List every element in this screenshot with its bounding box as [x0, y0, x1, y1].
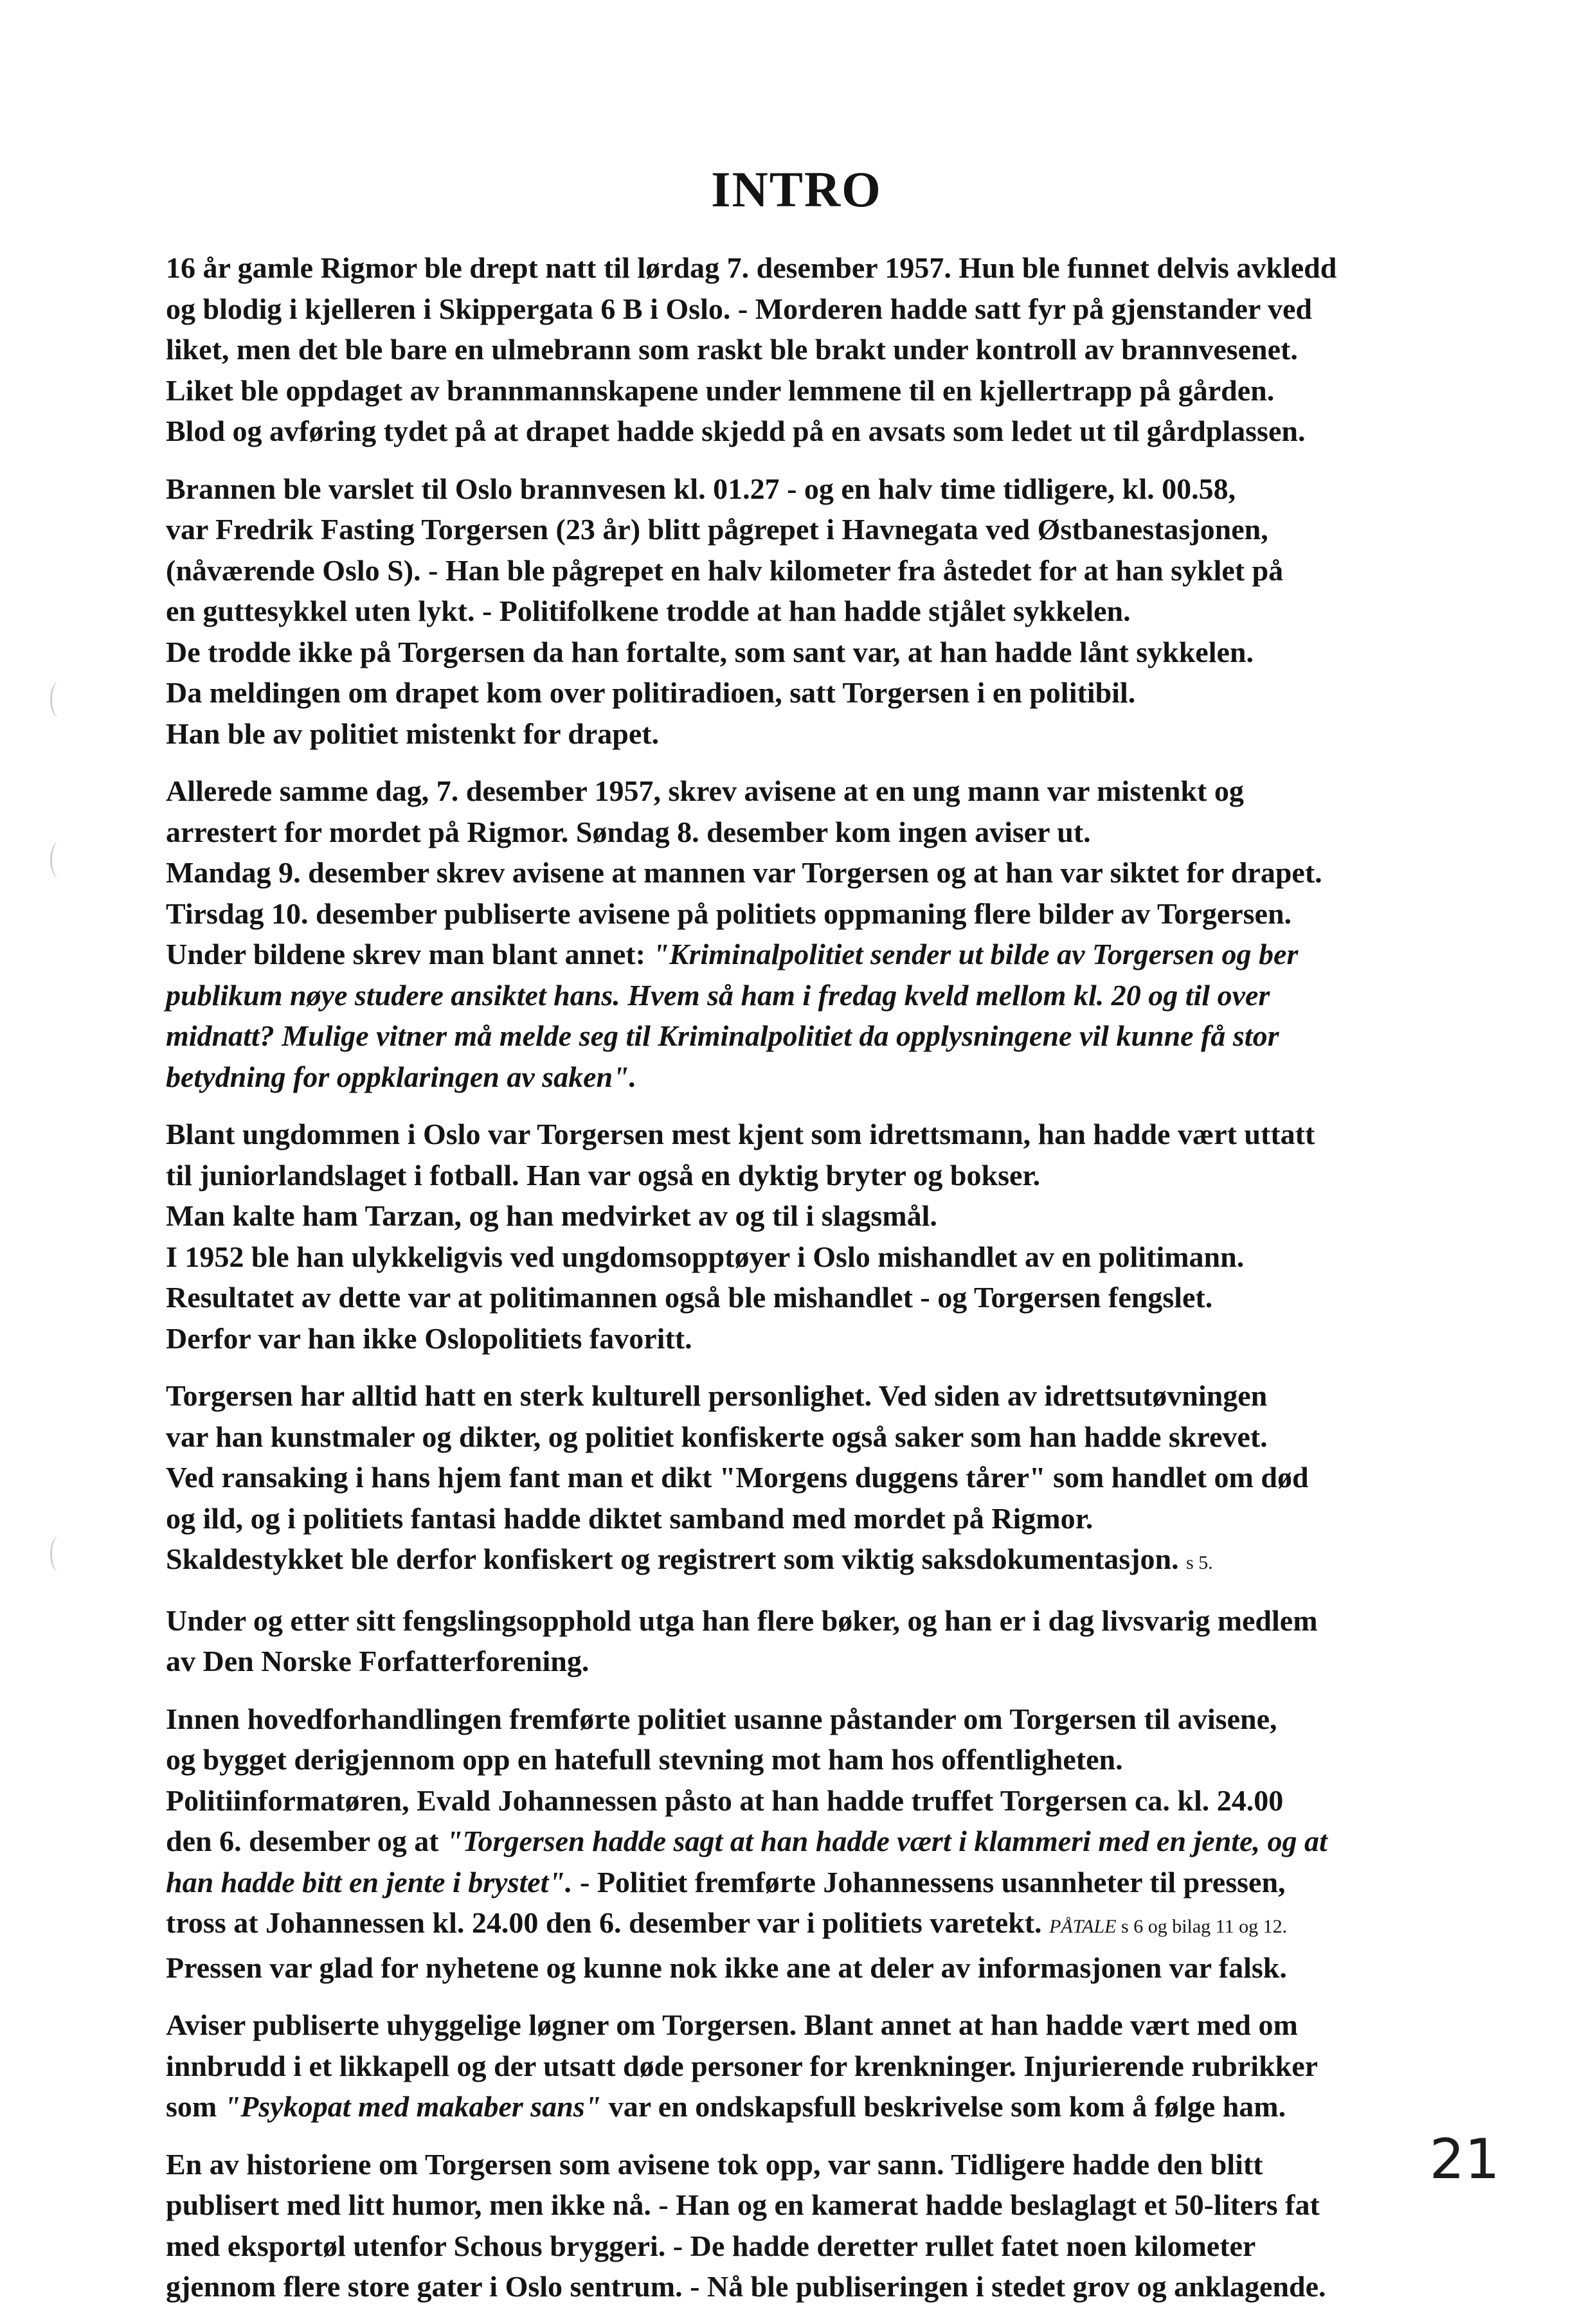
text-line: av Den Norske Forfatterforening.: [166, 1645, 590, 1677]
text-line: Blant ungdommen i Oslo var Torgersen mest kjent som idrettsmann, han hadde vært uttatt: [166, 1118, 1315, 1150]
text-line: [166, 975, 1464, 1016]
paragraph: [166, 469, 1464, 755]
text-line: [166, 1902, 1464, 1947]
text-line: innbrudd i et likkapell og der utsatt døde personer for krenkninger. Injurierende rubrikker: [166, 2049, 1318, 2082]
text-run: Skaldestykket ble derfor konfiskert og registrert som viktig saksdokumentasjon.: [166, 1542, 1179, 1575]
text-line: [166, 1015, 1464, 1057]
text-line: Brannen ble varslet til Oslo brannvesen kl. 01.27 - og en halv time tidligere, kl. 00.58,: [166, 472, 1236, 505]
text-line: Allerede samme dag, 7. desember 1957, skrev avisene at en ung mann var mistenkt og: [166, 774, 1244, 807]
quoted-text: publikum nøye studere ansiktet hans. Hvem så ham i fredag kveld mellom kl. 20 og til over: [166, 978, 1270, 1012]
text-line: [166, 1821, 1464, 1862]
text-line: De trodde ikke på Torgersen da han fortalte, som sant var, at han hadde lånt sykkelen.: [166, 635, 1254, 668]
text-line: og ild, og i politiets fantasi hadde diktet samband med mordet på Rigmor.: [166, 1501, 1094, 1535]
text-line: I 1952 ble han ulykkeligvis ved ungdomsopptøyer i Oslo mishandlet av en politimann.: [166, 1240, 1245, 1273]
paragraph: [166, 771, 1464, 1097]
text-line: [166, 934, 1464, 975]
text-line: Tirsdag 10. desember publiserte avisene på politiets oppmaning flere bilder av Torgersen.: [166, 897, 1292, 930]
text-line: Da meldingen om drapet kom over politiradioen, satt Torgersen i en politibil.: [166, 676, 1136, 709]
text-line: Ved ransaking i hans hjem fant man et dikt "Morgens duggens tårer" som handlet om død: [166, 1461, 1309, 1494]
text-line: [166, 1539, 1464, 1584]
page-number: 21: [1429, 2127, 1500, 2192]
quoted-text: betydning for oppklaringen av saken".: [166, 1060, 637, 1093]
paragraph: [166, 2144, 1464, 2307]
text-line: og blodig i kjelleren i Skippergata 6 B i Oslo. - Morderen hadde satt fyr på gjenstander ved: [166, 292, 1312, 325]
text-line: Blod og avføring tydet på at drapet hadde skjedd på en avsats som ledet ut til gårdplassen.: [166, 415, 1306, 447]
quoted-text: "Psykopat med makaber sans": [224, 2090, 602, 2123]
text-line: Innen hovedforhandlingen fremførte politiet usanne påstander om Torgersen til avisene,: [166, 1702, 1277, 1735]
punch-hole-mark: [50, 681, 68, 717]
text-run: som: [166, 2090, 224, 2123]
text-line: Aviser publiserte uhyggelige løgner om Torgersen. Blant annet at han hadde vært med om: [166, 2008, 1298, 2041]
page-title: INTRO: [711, 161, 882, 217]
page-reference: s 5.: [1186, 1552, 1213, 1573]
paragraph: [166, 247, 1464, 452]
text-line: (nåværende Oslo S). - Han ble pågrepet en halv kilometer fra åstedet for at han syklet på: [166, 553, 1284, 587]
text-run: - Politiet fremførte Johannessens usannheter til pressen,: [572, 1865, 1286, 1899]
punch-hole-mark: [50, 1536, 68, 1572]
quoted-text: han hadde bitt en jente i brystet".: [166, 1865, 573, 1899]
paragraph: [166, 1699, 1464, 1989]
text-line: Mandag 9. desember skrev avisene at mannen var Torgersen og at han var siktet for drapet.: [166, 856, 1322, 889]
reference-label: PÅTALE: [1049, 1916, 1117, 1937]
reference-text: s 6 og bilag 11 og 12.: [1121, 1916, 1288, 1937]
text-line: var han kunstmaler og dikter, og politiet konfiskerte også saker som han hadde skrevet.: [166, 1420, 1268, 1453]
document-body: [166, 247, 1464, 2324]
text-line: 16 år gamle Rigmor ble drept natt til lørdag 7. desember 1957. Hun ble funnet delvis avkledd: [166, 251, 1337, 284]
text-line: en guttesykkel uten lykt. - Politifolkene trodde at han hadde stjålet sykkelen.: [166, 594, 1131, 627]
text-line: Pressen var glad for nyhetene og kunne nok ikke ane at deler av informasjonen var falsk.: [166, 1951, 1287, 1984]
paragraph: [166, 1114, 1464, 1359]
text-line: gjennom flere store gater i Oslo sentrum. - Nå ble publiseringen i stedet grov og anklagende.: [166, 2270, 1326, 2303]
text-line: Under og etter sitt fengslingsopphold utga han flere bøker, og han er i dag livsvarig medlem: [166, 1604, 1318, 1637]
text-run: den 6. desember og at: [166, 1825, 447, 1857]
text-run: tross at Johannessen kl. 24.00 den 6. desember var i politiets varetekt.: [166, 1906, 1042, 1939]
text-line: Liket ble oppdaget av brannmannskapene under lemmene til en kjellertrapp på gården.: [166, 373, 1275, 407]
text-line: Han ble av politiet mistenkt for drapet.: [166, 717, 660, 750]
paragraph: [166, 1600, 1464, 1682]
text-line: liket, men det ble bare en ulmebrann som raskt ble brakt under kontroll av brannvesenet.: [166, 333, 1298, 366]
text-line: [166, 1862, 1464, 1903]
text-line: og bygget derigjennom opp en hatefull stevning mot ham hos offentligheten.: [166, 1743, 1123, 1776]
text-run: Under bildene skrev man blant annet:: [166, 938, 653, 970]
text-line: Politiinformatøren, Evald Johannessen påsto at han hadde truffet Torgersen ca. kl. 24.00: [166, 1783, 1284, 1817]
text-line: til juniorlandslaget i fotball. Han var også en dyktig bryter og bokser.: [166, 1158, 1041, 1192]
quoted-text: "Kriminalpolitiet sender ut bilde av Torgersen og ber: [652, 938, 1299, 970]
text-line: Derfor var han ikke Oslopolitiets favoritt.: [166, 1321, 692, 1355]
text-line: En av historiene om Torgersen som avisene tok opp, var sann. Tidligere hadde den blitt: [166, 2147, 1263, 2181]
punch-hole-mark: [50, 842, 68, 878]
page-reference: [1049, 1916, 1287, 1937]
text-run: var en ondskapsfull beskrivelse som kom å følge ham.: [601, 2090, 1286, 2123]
paragraph: [166, 1375, 1464, 1584]
text-line: Resultatet av dette var at politimannen også ble mishandlet - og Torgersen fengslet.: [166, 1281, 1213, 1314]
quoted-text: midnatt? Mulige vitner må melde seg til Kriminalpolitiet da opplysningene vil kunne få stor: [166, 1019, 1279, 1052]
text-line: [166, 1057, 1464, 1098]
paragraph: [166, 2005, 1464, 2127]
text-line: Man kalte ham Tarzan, og han medvirket av og til i slagsmål.: [166, 1199, 937, 1232]
text-line: var Fredrik Fasting Torgersen (23 år) blitt pågrepet i Havnegata ved Østbanestasjonen,: [166, 513, 1268, 546]
text-line: Torgersen har alltid hatt en sterk kulturell personlighet. Ved siden av idrettsutøvningen: [166, 1379, 1268, 1412]
quoted-text: "Torgersen hadde sagt at han hadde vært i klammeri med en jente, og at: [446, 1825, 1328, 1857]
text-line: med eksportøl utenfor Schous bryggeri. - De hadde deretter rullet fatet noen kilometer: [166, 2229, 1256, 2262]
text-line: arrestert for mordet på Rigmor. Søndag 8. desember kom ingen aviser ut.: [166, 815, 1091, 848]
text-line: [166, 2086, 1464, 2127]
text-line: publisert med litt humor, men ikke nå. - Han og en kamerat hadde beslaglagt et 50-liters fat: [166, 2188, 1320, 2221]
